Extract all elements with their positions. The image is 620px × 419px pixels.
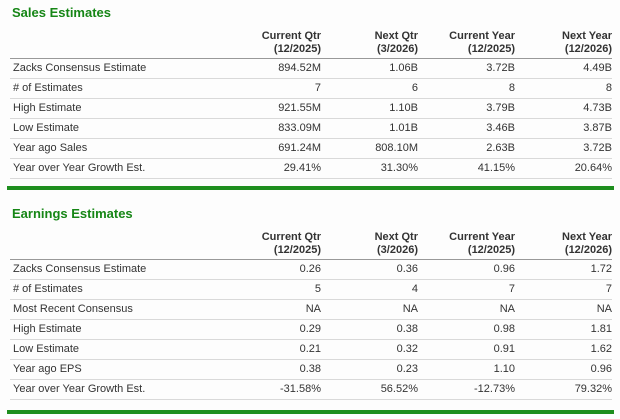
section-earnings-estimates	[10, 207, 612, 414]
column-header-line2: (12/2025)	[467, 244, 515, 256]
column-header-next-year	[515, 221, 612, 260]
row-value: NA	[321, 300, 418, 320]
row-value: 1.10	[418, 360, 515, 380]
row-value: 20.64%	[515, 159, 612, 179]
table-row	[10, 260, 612, 280]
green-divider	[7, 186, 614, 190]
row-value: 29.41%	[224, 159, 321, 179]
row-value: 894.52M	[224, 59, 321, 79]
section-sales-estimates	[10, 6, 612, 190]
row-value: 0.96	[515, 360, 612, 380]
row-value: 3.72B	[515, 139, 612, 159]
column-header-next-year	[515, 20, 612, 59]
column-header-current-year	[418, 20, 515, 59]
row-label: Zacks Consensus Estimate	[10, 59, 224, 79]
row-value: 833.09M	[224, 119, 321, 139]
row-label: Most Recent Consensus	[10, 300, 224, 320]
column-header-line2: (12/2026)	[564, 43, 612, 55]
row-label: Year over Year Growth Est.	[10, 380, 224, 400]
column-header-line1: Next Year	[562, 30, 612, 42]
table-row	[10, 320, 612, 340]
column-header-line1: Current Year	[449, 231, 515, 243]
row-value: 0.38	[224, 360, 321, 380]
row-value: 2.63B	[418, 139, 515, 159]
column-header-line2: (12/2026)	[564, 244, 612, 256]
table-row	[10, 340, 612, 360]
table-row	[10, 380, 612, 400]
row-value: NA	[224, 300, 321, 320]
row-value: 3.79B	[418, 99, 515, 119]
row-value: 31.30%	[321, 159, 418, 179]
row-label: # of Estimates	[10, 79, 224, 99]
column-header-line1: Current Year	[449, 30, 515, 42]
row-value: 3.87B	[515, 119, 612, 139]
column-header-current-qtr	[224, 221, 321, 260]
row-value: NA	[418, 300, 515, 320]
row-value: -31.58%	[224, 380, 321, 400]
row-value: 1.01B	[321, 119, 418, 139]
row-value: 0.21	[224, 340, 321, 360]
row-value: 0.23	[321, 360, 418, 380]
table-row	[10, 59, 612, 79]
column-header-line2: (12/2025)	[467, 43, 515, 55]
row-value: 7	[515, 280, 612, 300]
table-row	[10, 119, 612, 139]
column-header-line1: Next Qtr	[374, 30, 418, 42]
row-value: 8	[418, 79, 515, 99]
row-value: 7	[224, 79, 321, 99]
row-value: 0.32	[321, 340, 418, 360]
table-row	[10, 79, 612, 99]
column-header-current-qtr	[224, 20, 321, 59]
row-value: 4.49B	[515, 59, 612, 79]
row-value: 1.72	[515, 260, 612, 280]
column-header-line2: (3/2026)	[377, 244, 418, 256]
row-value: 5	[224, 280, 321, 300]
column-header-line1: Next Year	[562, 231, 612, 243]
table-row	[10, 360, 612, 380]
sales-estimates-table	[10, 20, 612, 179]
row-value: 79.32%	[515, 380, 612, 400]
row-label: Zacks Consensus Estimate	[10, 260, 224, 280]
row-value: 0.91	[418, 340, 515, 360]
table-row	[10, 300, 612, 320]
row-value: 0.96	[418, 260, 515, 280]
table-row	[10, 280, 612, 300]
row-value: 4	[321, 280, 418, 300]
column-header-line1: Current Qtr	[261, 30, 321, 42]
column-header-current-year	[418, 221, 515, 260]
sales-estimates-title: Sales Estimates	[12, 5, 112, 20]
column-header-line1: Current Qtr	[261, 231, 321, 243]
row-value: 0.98	[418, 320, 515, 340]
row-value: 1.62	[515, 340, 612, 360]
table-row	[10, 99, 612, 119]
row-label: Year ago EPS	[10, 360, 224, 380]
row-value: 0.29	[224, 320, 321, 340]
column-header-line2: (12/2025)	[273, 43, 321, 55]
table-row	[10, 159, 612, 179]
row-value: 56.52%	[321, 380, 418, 400]
green-divider	[7, 410, 614, 414]
row-value: 4.73B	[515, 99, 612, 119]
row-value: -12.73%	[418, 380, 515, 400]
column-header-next-qtr	[321, 221, 418, 260]
row-value: 1.10B	[321, 99, 418, 119]
column-header-line1: Next Qtr	[374, 231, 418, 243]
row-value: 3.72B	[418, 59, 515, 79]
row-label: High Estimate	[10, 320, 224, 340]
table-row	[10, 139, 612, 159]
row-value: 41.15%	[418, 159, 515, 179]
row-label: Low Estimate	[10, 340, 224, 360]
row-label: Year over Year Growth Est.	[10, 159, 224, 179]
row-label: # of Estimates	[10, 280, 224, 300]
row-value: NA	[515, 300, 612, 320]
column-header-next-qtr	[321, 20, 418, 59]
row-value: 808.10M	[321, 139, 418, 159]
row-value: 921.55M	[224, 99, 321, 119]
row-value: 6	[321, 79, 418, 99]
label-column-header-spacer	[10, 20, 224, 59]
row-label: Year ago Sales	[10, 139, 224, 159]
row-label: High Estimate	[10, 99, 224, 119]
row-value: 3.46B	[418, 119, 515, 139]
row-value: 7	[418, 280, 515, 300]
column-header-line2: (3/2026)	[377, 43, 418, 55]
row-value: 691.24M	[224, 139, 321, 159]
earnings-estimates-title: Earnings Estimates	[12, 206, 133, 221]
row-label: Low Estimate	[10, 119, 224, 139]
row-value: 0.36	[321, 260, 418, 280]
label-column-header-spacer	[10, 221, 224, 260]
earnings-estimates-table	[10, 221, 612, 400]
earnings-header-row	[10, 221, 612, 260]
row-value: 8	[515, 79, 612, 99]
row-value: 0.26	[224, 260, 321, 280]
sales-header-row	[10, 20, 612, 59]
row-value: 1.81	[515, 320, 612, 340]
row-value: 0.38	[321, 320, 418, 340]
column-header-line2: (12/2025)	[273, 244, 321, 256]
row-value: 1.06B	[321, 59, 418, 79]
